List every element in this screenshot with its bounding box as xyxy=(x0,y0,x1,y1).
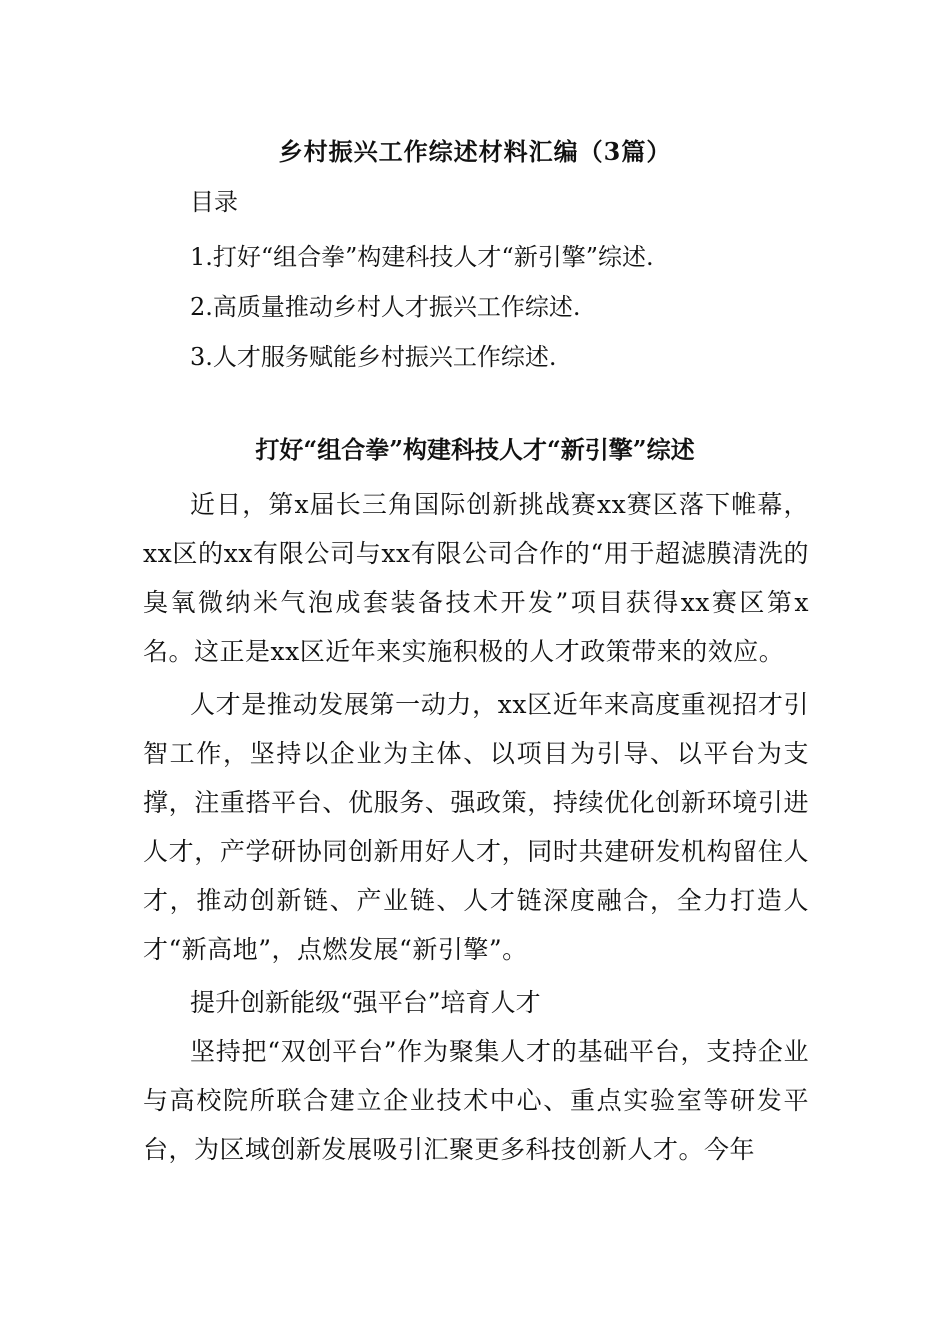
section-subheading: 提升创新能级“强平台”培育人才 xyxy=(190,988,541,1017)
toc-item: 2.高质量推动乡村人才振兴工作综述. xyxy=(190,293,581,321)
section-body xyxy=(143,480,809,1174)
section-title: 打好“组合拳”构建科技人才“新引擎”综述 xyxy=(255,435,695,464)
body-paragraph: 坚持把“双创平台”作为聚集人才的基础平台，支持企业与高校院所联合建立企业技术中心、重点实验室等研发平台，为区域创新发展吸引汇聚更多科技创新人才。今年 xyxy=(143,1037,809,1164)
toc-item: 3.人才服务赋能乡村振兴工作综述. xyxy=(190,343,557,371)
toc-label: 目录 xyxy=(190,188,238,216)
body-paragraph: 人才是推动发展第一动力，xx区近年来高度重视招才引智工作，坚持以企业为主体、以项目为引导、以平台为支撑，注重搭平台、优服务、强政策，持续优化创新环境引进人才，产学研协同创新用好人才，同时共建研发机构留住人才，推动创新链、产业链、人才链深度融合，全力打造人才“新高地”，点燃发展“新引擎”。 xyxy=(143,690,809,964)
table-of-contents xyxy=(190,232,654,382)
document-title: 乡村振兴工作综述材料汇编（3篇） xyxy=(278,137,672,166)
toc-item: 1.打好“组合拳”构建科技人才“新引擎”综述. xyxy=(190,243,654,271)
body-paragraph: 近日，第x届长三角国际创新挑战赛xx赛区落下帷幕，xx区的xx有限公司与xx有限公司合作的“用于超滤膜清洗的臭氧微纳米气泡成套装备技术开发”项目获得xx赛区第x名。这正是xx区近年来实施积极的人才政策带来的效应。 xyxy=(143,490,809,666)
